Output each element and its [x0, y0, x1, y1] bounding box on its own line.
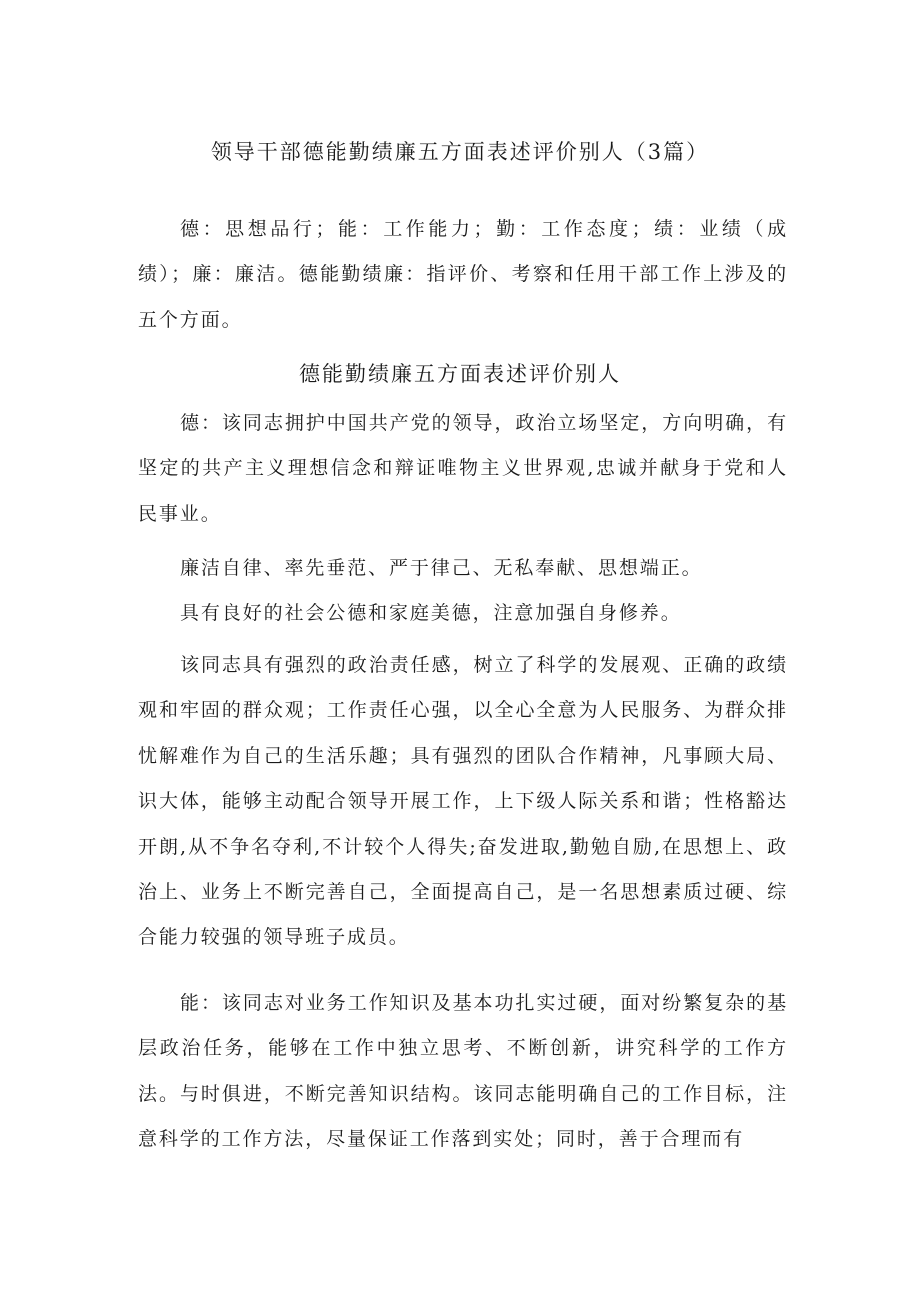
de-paragraph: 德：该同志拥护中国共产党的领导，政治立场坚定，方向明确，有坚定的共产主义理想信念和辩证唯物主义世界观,忠诚并献身于党和人民事业。 — [138, 412, 788, 525]
document-title: 领导干部德能勤绩廉五方面表述评价别人（3篇） — [210, 140, 710, 164]
intro-paragraph: 德：思想品行；能：工作能力；勤：工作态度；绩：业绩（成绩）；廉：廉洁。德能勤绩廉：指评价、考察和任用干部工作上涉及的五个方面。 — [138, 218, 788, 331]
section-heading: 德能勤绩廉五方面表述评价别人 — [299, 362, 621, 386]
morality-paragraph: 具有良好的社会公德和家庭美德，注意加强自身修养。 — [180, 602, 682, 624]
responsibility-paragraph: 该同志具有强烈的政治责任感，树立了科学的发展观、正确的政绩观和牢固的群众观；工作责任心强，以全心全意为人民服务、为群众排忧解难作为自己的生活乐趣；具有强烈的团队合作精神，凡事顾大局、识大体，能够主动配合领导开展工作，上下级人际关系和谐；性格豁达开朗,从不争名夺利,不计较个人得失;奋发进取,勤勉自励,在思想上、政治上、业务上不断完善自己，全面提高自己，是一名思想素质过硬、综合能力较强的领导班子成员。 — [138, 654, 788, 949]
neng-paragraph: 能：该同志对业务工作知识及基本功扎实过硬，面对纷繁复杂的基层政治任务，能够在工作中独立思考、不断创新，讲究科学的工作方法。与时俱进，不断完善知识结构。该同志能明确自己的工作目标，注意科学的工作方法，尽量保证工作落到实处；同时，善于合理而有 — [138, 992, 788, 1151]
lian-paragraph: 廉洁自律、率先垂范、严于律己、无私奉献、思想端正。 — [180, 557, 703, 579]
